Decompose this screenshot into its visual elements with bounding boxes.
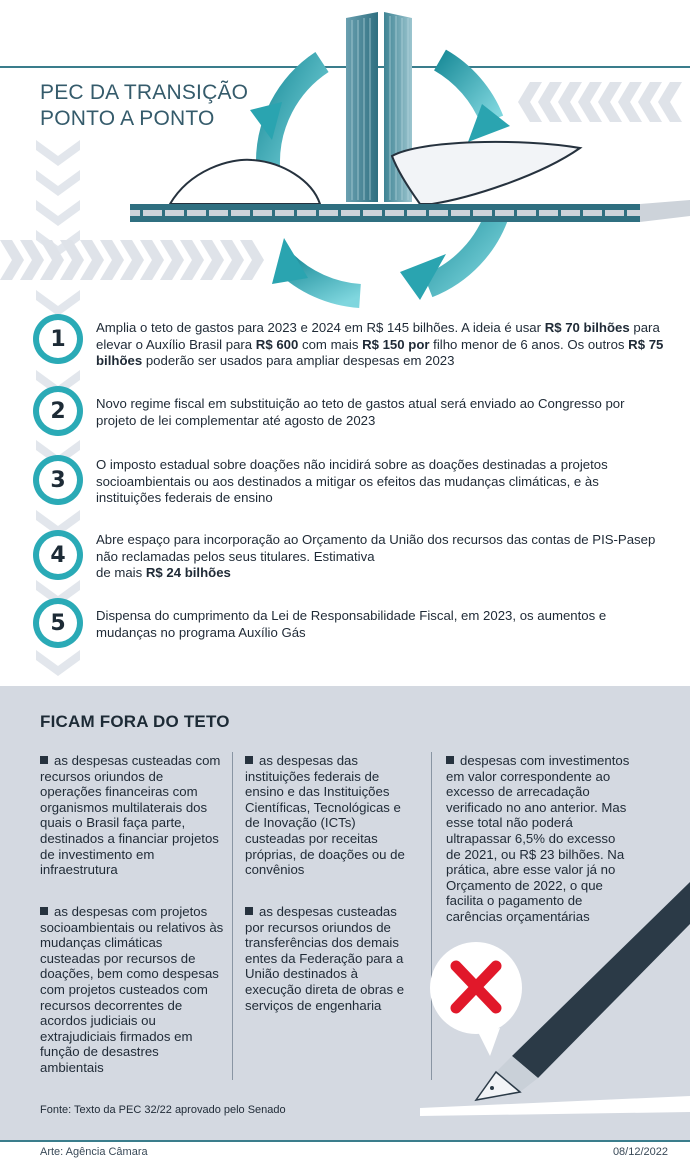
source-note: Fonte: Texto da PEC 32/22 aprovado pelo Senado <box>40 1104 286 1116</box>
item-text-segment: Amplia o teto de gastos para 2023 e 2024 em R$ 145 bilhões. A ideia é usar <box>96 320 545 335</box>
item-text-segment: filho menor de 6 anos. Os outros <box>429 336 629 352</box>
number-badge <box>33 455 83 505</box>
right-chevron-row <box>518 82 682 122</box>
number-badge <box>33 530 83 580</box>
item-text-segment: Novo regime fiscal em substituição ao teto de gastos atual será enviado ao Congresso por projeto de lei complementar até agosto de 2023 <box>96 396 625 428</box>
dome <box>170 160 320 204</box>
pen-illustration <box>420 860 690 1120</box>
badge-number: 2 <box>39 392 77 430</box>
item-text-bold: R$ 150 por <box>362 336 430 352</box>
item-text <box>96 457 666 507</box>
item-text-bold: R$ 24 bilhões <box>145 565 231 580</box>
bullet-item <box>245 904 417 1013</box>
bullet-item <box>40 753 222 878</box>
title-line-1: PEC DA TRANSIÇÃO <box>40 81 249 104</box>
item-text-bold: R$ 70 bilhões <box>544 320 630 335</box>
bullet-square-icon <box>40 756 48 764</box>
item-text <box>96 396 666 429</box>
bullet-text: as despesas custeadas por recursos oriundos de transferências dos demais entes da Federação para a União destinados à execução direta de obras e serviços de engenharia <box>245 904 405 1013</box>
bullet-item <box>245 753 417 878</box>
badge-number: 1 <box>39 320 77 358</box>
item-text-bold: R$ 75 bilhões <box>96 336 664 368</box>
badge-number: 5 <box>39 604 77 642</box>
item-text-segment: de mais <box>96 565 146 580</box>
bullet-text: as despesas custeadas com recursos oriundos de operações financeiras com organismos multilaterais dos quais o Brasil faça parte, destinados a financiar projetos de investimento em infraestrutura <box>40 753 221 878</box>
page-title <box>40 80 248 132</box>
item-text-segment: Dispensa do cumprimento da Lei de Responsabilidade Fiscal, em 2023, os aumentos e mudanças no programa Auxílio Gás <box>96 608 607 640</box>
number-badge <box>33 386 83 436</box>
item-text <box>96 608 666 641</box>
title-line-2: PONTO A PONTO <box>40 107 215 130</box>
rejected-x-icon <box>430 942 522 1056</box>
inverted-dome <box>392 142 580 204</box>
bullet-text: as despesas das instituições federais de ensino e das Instituições Científicas, Tecnológicas e de Inovação (ICTs) custeadas por receitas próprias, de doações ou de convênios <box>245 753 405 878</box>
item-text-segment: poderão ser usados para ampliar despesas em 2023 <box>142 353 455 368</box>
bullet-item <box>40 904 224 1076</box>
number-badge <box>33 314 83 364</box>
column-divider <box>232 752 233 1080</box>
item-text-segment: O imposto estadual sobre doações não incidirá sobre as doações destinadas a projetos socioambientais ou aos destinados a mitigar os efeitos das mudanças climáticas, e às instituições federais de ensino <box>96 457 608 505</box>
item-text-bold: R$ 600 <box>255 336 299 352</box>
number-badge <box>33 598 83 648</box>
item-text-segment: com mais <box>298 336 363 352</box>
bullet-square-icon <box>245 756 253 764</box>
badge-number: 3 <box>39 461 77 499</box>
bullet-text: as despesas com projetos socioambientais ou relativos às mudanças climáticas custeadas por recursos de doações, bem como despesas com projetos custeados com recursos decorrentes de acordos judiciais ou extrajudiciais firmados em função de desastres ambientais <box>40 904 224 1075</box>
item-text <box>96 320 666 370</box>
publish-date: 08/12/2022 <box>612 1146 668 1158</box>
bullet-square-icon <box>40 907 48 915</box>
bullet-square-icon <box>446 756 454 764</box>
item-text-segment: Abre espaço para incorporação ao Orçamento da União dos recursos das contas de PIS-Pasep não reclamadas pelos seus titulares. Estimativa <box>96 532 656 564</box>
badge-number: 4 <box>39 536 77 574</box>
left-chevron-row <box>0 240 264 280</box>
item-text-segment: para elevar o Auxílio Brasil para <box>96 320 660 352</box>
panel-title: FICAM FORA DO TETO <box>40 712 230 731</box>
item-text <box>96 532 666 582</box>
bullet-text: despesas com investimentos em valor correspondente ao excesso de arrecadação verificado no ano anterior. Mas esse total não poderá ultrapassar 6,5% do excesso de 2021, ou R$ 23 bilhões. Na prática, abre esse valor já no Orçamento de 2022, o que facilita o pagamento de carências orçamentárias <box>446 753 630 924</box>
footer-rule <box>0 1140 690 1142</box>
bullet-square-icon <box>245 907 253 915</box>
art-credit: Arte: Agência Câmara <box>40 1146 148 1158</box>
